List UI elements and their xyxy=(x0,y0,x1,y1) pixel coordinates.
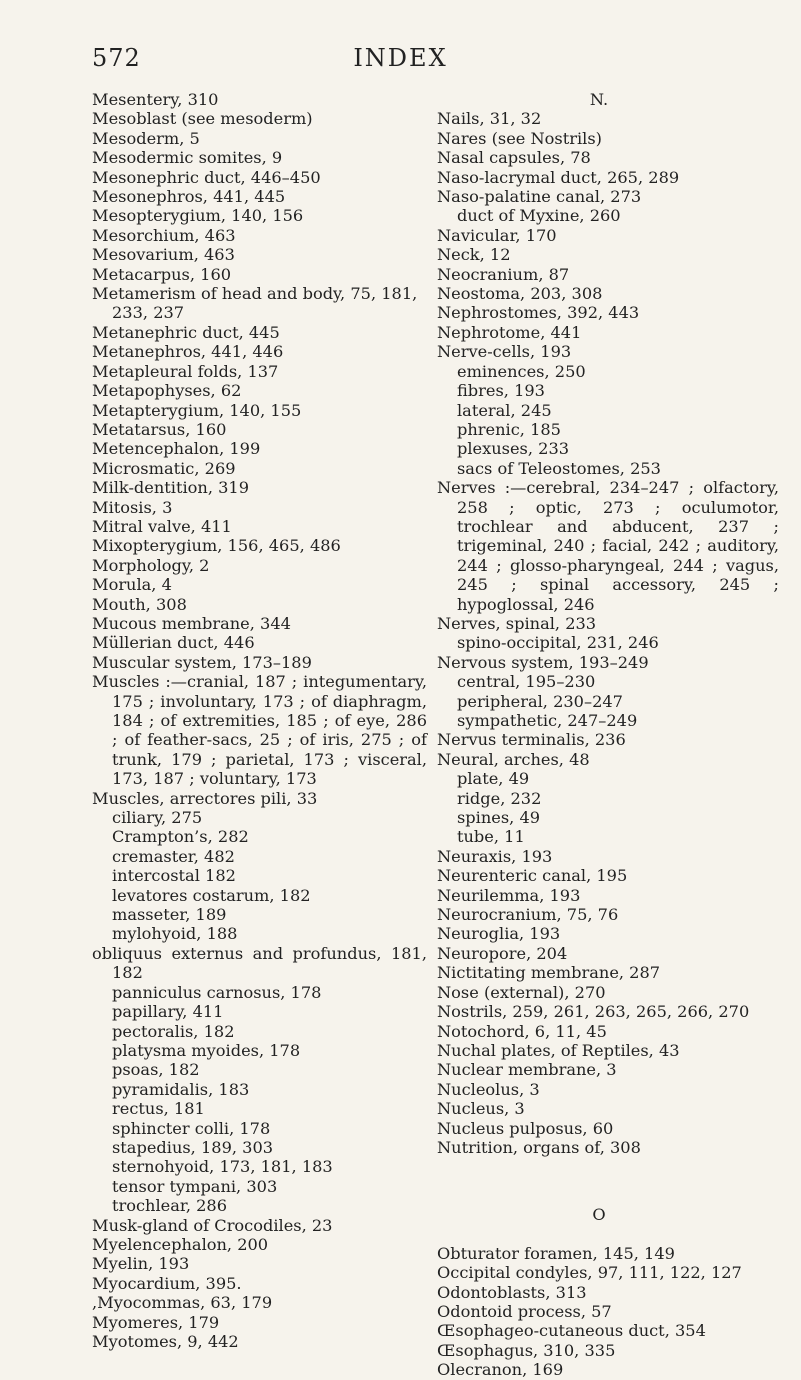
index-entry: Neocranium, 87 xyxy=(437,264,570,284)
index-subentry: sternohyoid, 173, 181, 183 xyxy=(112,1157,333,1177)
index-subentry: levatores costarum, 182 xyxy=(112,885,311,905)
index-entry: Metapleural folds, 137 xyxy=(92,361,279,381)
section-gap xyxy=(437,1157,779,1205)
index-entry: Muscular system, 173–189 xyxy=(92,652,312,672)
index-entry: Neurenteric canal, 195 xyxy=(437,866,628,886)
index-entry: Naso-lacrymal duct, 265, 289 xyxy=(437,167,680,187)
index-entry: Metanephros, 441, 446 xyxy=(92,342,284,362)
index-entry: Nasal capsules, 78 xyxy=(437,148,591,168)
index-entry: Mesonephric duct, 446–450 xyxy=(92,167,321,187)
index-entry: Nuchal plates, of Reptiles, 43 xyxy=(437,1040,680,1060)
index-entry: Nerves, spinal, 233 xyxy=(437,613,597,633)
index-entry: Metatarsus, 160 xyxy=(92,419,227,439)
index-entry: Neostoma, 203, 308 xyxy=(437,284,603,304)
index-entry: Morphology, 2 xyxy=(92,555,210,575)
index-entry: Mixopterygium, 156, 465, 486 xyxy=(92,536,341,556)
index-subentry: ciliary, 275 xyxy=(112,808,203,828)
index-entry: Mesoderm, 5 xyxy=(92,128,200,148)
index-entry: Neck, 12 xyxy=(437,245,511,265)
index-entry: Nephrostomes, 392, 443 xyxy=(437,303,640,323)
index-entry: Müllerian duct, 446 xyxy=(92,633,255,653)
index-entry: Navicular, 170 xyxy=(437,225,557,245)
index-entry: ,Myocommas, 63, 179 xyxy=(92,1293,273,1313)
index-subentry: spines, 49 xyxy=(457,808,541,828)
running-head: INDEX xyxy=(353,44,448,72)
index-entry: Œsophagus, 310, 335 xyxy=(437,1340,616,1360)
index-entry: Metapterygium, 140, 155 xyxy=(92,400,302,420)
index-entry: Nerves :—cerebral, 234–247 ; olfactory, 258 ; optic, 273 ; oculumotor, trochlear and abducent, 237 ; trigeminal, 240 ; facial, 242 ; auditory, 244 ; glosso-pharyngeal, 244 ; vagus, 245 ; spinal accessory, 245 ; hypoglossal, 246 xyxy=(437,478,779,614)
index-entry: Muscles, arrectores pili, 33 xyxy=(92,788,318,808)
index-subentry: obliquus externus and profundus, 181, 182 xyxy=(92,943,427,983)
index-subentry: platysma myoides, 178 xyxy=(112,1040,301,1060)
index-entry: Occipital condyles, 97, 111, 122, 127 xyxy=(437,1263,742,1283)
index-entry: Neurocranium, 75, 76 xyxy=(437,905,619,925)
index-entry: Nails, 31, 32 xyxy=(437,109,542,129)
index-entry: Microsmatic, 269 xyxy=(92,458,236,478)
index-subentry: ridge, 232 xyxy=(457,788,542,808)
index-subentry: phrenic, 185 xyxy=(457,419,561,439)
index-entry: Mesovarium, 463 xyxy=(92,245,235,265)
index-subentry: Crampton’s, 282 xyxy=(112,827,249,847)
index-entry: Mesentery, 310 xyxy=(92,90,219,109)
index-subentry: duct of Myxine, 260 xyxy=(457,206,621,226)
index-subentry: eminences, 250 xyxy=(457,361,586,381)
section-letter-o: O xyxy=(592,1205,606,1225)
index-entry: Olecranon, 169 xyxy=(437,1360,564,1380)
index-entry: Myotomes, 9, 442 xyxy=(92,1332,239,1351)
index-entry: Nephrotome, 441 xyxy=(437,322,582,342)
index-entry: Mesodermic somites, 9 xyxy=(92,148,283,168)
index-entry: Naso-palatine canal, 273 xyxy=(437,187,642,207)
index-subentry: tensor tympani, 303 xyxy=(112,1176,278,1196)
index-subentry: sacs of Teleostomes, 253 xyxy=(457,458,661,478)
section-o-entries xyxy=(437,1244,779,1380)
index-entry: Myocardium, 395. xyxy=(92,1273,242,1293)
index-entry: Morula, 4 xyxy=(92,575,172,595)
index-subentry: sympathetic, 247–249 xyxy=(457,711,638,730)
index-entry: Mesorchium, 463 xyxy=(92,225,236,245)
index-subentry: fibres, 193 xyxy=(457,381,545,401)
index-entry: Nictitating membrane, 287 xyxy=(437,963,661,983)
index-entry: Myelencephalon, 200 xyxy=(92,1234,269,1254)
index-entry: Nostrils, 259, 261, 263, 265, 266, 270 xyxy=(437,1002,750,1022)
section-letter-gap xyxy=(437,1225,779,1244)
index-entry: Nose (external), 270 xyxy=(437,982,606,1002)
index-entry: Myelin, 193 xyxy=(92,1254,190,1274)
index-entry: Mesopterygium, 140, 156 xyxy=(92,206,304,226)
index-subentry: psoas, 182 xyxy=(112,1060,200,1080)
index-entry: Nucleolus, 3 xyxy=(437,1079,540,1099)
index-entry: Mucous membrane, 344 xyxy=(92,613,291,633)
index-entry: Œsophageo-cutaneous duct, 354 xyxy=(437,1321,706,1341)
index-entry: Obturator foramen, 145, 149 xyxy=(437,1243,675,1263)
index-entry: Milk-dentition, 319 xyxy=(92,478,250,498)
index-subentry: trochlear, 286 xyxy=(112,1196,228,1216)
index-entry: Nucleus, 3 xyxy=(437,1099,525,1119)
index-subentry: lateral, 245 xyxy=(457,400,552,420)
index-entry: Mitral valve, 411 xyxy=(92,516,232,536)
index-column-left xyxy=(92,90,427,1351)
index-entry: Mesonephros, 441, 445 xyxy=(92,187,286,207)
index-entry: Nuclear membrane, 3 xyxy=(437,1060,617,1080)
index-entry: Musk-gland of Crocodiles, 23 xyxy=(92,1215,333,1235)
index-entry: Odontoblasts, 313 xyxy=(437,1282,587,1302)
index-subentry: sphincter colli, 178 xyxy=(112,1118,271,1138)
index-subentry: papillary, 411 xyxy=(112,1002,224,1022)
index-entry: Metapophyses, 62 xyxy=(92,381,242,401)
index-subentry: rectus, 181 xyxy=(112,1099,205,1119)
index-entry: Metamerism of head and body, 75, 181, 233, 237 xyxy=(92,284,418,323)
page-number: 572 xyxy=(92,44,141,72)
index-subentry: masseter, 189 xyxy=(112,905,227,925)
index-entry: Nares (see Nostrils) xyxy=(437,128,602,148)
index-subentry: plexuses, 233 xyxy=(457,439,570,459)
index-entry: Mesoblast (see mesoderm) xyxy=(92,109,313,129)
index-entry: Neuropore, 204 xyxy=(437,943,568,963)
section-n-entries xyxy=(437,109,779,1157)
index-subentry: cremaster, 482 xyxy=(112,846,235,866)
index-entry: Metencephalon, 199 xyxy=(92,439,261,459)
index-subentry: intercostal 182 xyxy=(112,866,236,886)
index-entry: Metanephric duct, 445 xyxy=(92,322,280,342)
index-entry: Mitosis, 3 xyxy=(92,497,173,517)
index-entry: Nutrition, organs of, 308 xyxy=(437,1137,641,1157)
index-subentry: tube, 11 xyxy=(457,827,525,847)
index-entry: Notochord, 6, 11, 45 xyxy=(437,1021,607,1041)
index-entry: Nucleus pulposus, 60 xyxy=(437,1118,614,1138)
index-subentry: plate, 49 xyxy=(457,769,530,789)
index-column-right xyxy=(437,90,779,1380)
index-entry: Neuroglia, 193 xyxy=(437,924,561,944)
index-entry: Neural, arches, 48 xyxy=(437,749,590,769)
index-subentry: pectoralis, 182 xyxy=(112,1021,235,1041)
index-subentry: panniculus carnosus, 178 xyxy=(112,982,322,1002)
index-entry: Nervous system, 193–249 xyxy=(437,652,649,672)
index-subentry: pyramidalis, 183 xyxy=(112,1079,250,1099)
index-entry: Metacarpus, 160 xyxy=(92,264,232,284)
index-subentry: spino-occipital, 231, 246 xyxy=(457,633,659,653)
section-letter-n: N. xyxy=(589,90,609,109)
index-entry: Nerve-cells, 193 xyxy=(437,342,572,362)
index-entry: Neuraxis, 193 xyxy=(437,846,553,866)
index-entry: Mouth, 308 xyxy=(92,594,187,614)
index-subentry: mylohyoid, 188 xyxy=(112,924,238,944)
index-subentry: central, 195–230 xyxy=(457,672,596,692)
index-entry: Muscles :—cranial, 187 ; integumentary, 175 ; involuntary, 173 ; of diaphragm, 184 ; of extremities, 185 ; of eye, 286 ; of feather-sacs, 25 ; of iris, 275 ; of trunk, 179 ; parietal, 173 ; visceral, 173, 187 ; voluntary, 173 xyxy=(92,672,427,789)
index-entry: Myomeres, 179 xyxy=(92,1312,220,1332)
index-subentry: peripheral, 230–247 xyxy=(457,691,623,711)
index-entry: Odontoid process, 57 xyxy=(437,1301,612,1321)
index-subentry: stapedius, 189, 303 xyxy=(112,1137,274,1157)
index-entry: Neurilemma, 193 xyxy=(437,885,581,905)
index-entry: Nervus terminalis, 236 xyxy=(437,730,626,750)
